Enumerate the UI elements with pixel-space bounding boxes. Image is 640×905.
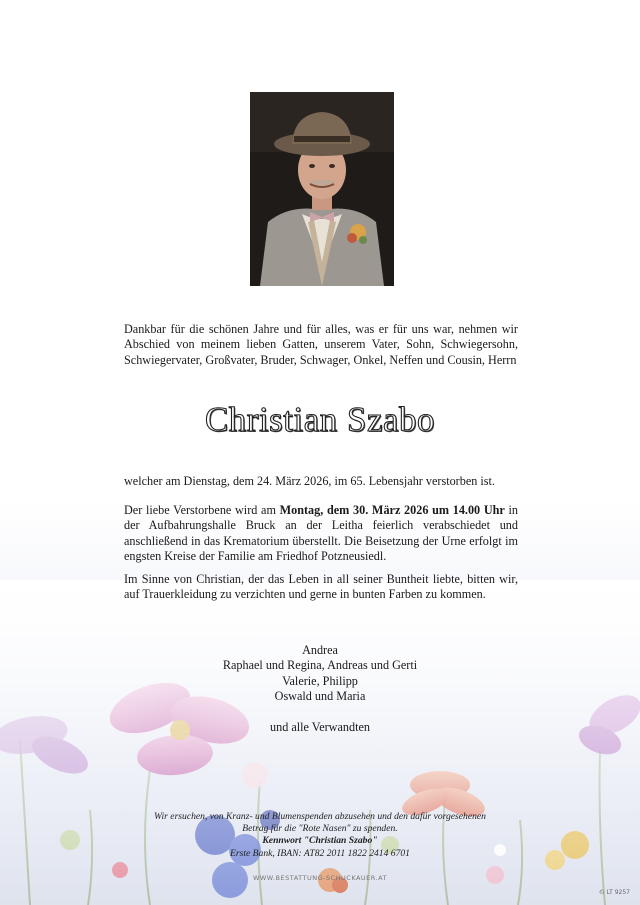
donation-keyword: Kennwort "Christian Szabo" (262, 835, 378, 847)
donation-line-1: Wir ersuchen, von Kranz- und Blumenspenden abzusehen und den dafür vorgesehenen (154, 811, 486, 822)
family-line: Oswald und Maria (274, 688, 366, 703)
funeral-home-website[interactable]: WWW.BESTATTUNG-SCHUCKAUER.AT (252, 874, 388, 882)
ceremony-date: Montag, dem 30. März 2026 um 14.00 Uhr (279, 503, 505, 517)
donation-request (0, 811, 640, 860)
family-line: Valerie, Philipp (282, 673, 358, 688)
deceased-name: Christian Szabo (204, 400, 436, 439)
ceremony-paragraph (124, 503, 518, 564)
ceremony-text-after: in der Aufbahrungshalle Bruck an der Leitha feierlich verabschiedet und anschließend in das Krematorium überstellt. Die Beisetzung der Urne erfolgt im engsten Kreise der Familie am Friedhof Potzneusiedl. (124, 503, 519, 563)
donation-line-2: Betrag für die "Rote Nasen" zu spenden. (242, 823, 398, 835)
document-code: © LT 9257 (598, 889, 630, 896)
donation-bank: Erste Bank, IBAN: AT82 2011 1822 2414 6701 (230, 847, 410, 859)
ceremony-text-before: Der liebe Verstorbene wird am (124, 503, 280, 517)
death-notice: welcher am Dienstag, dem 24. März 2026, im 65. Lebensjahr verstorben ist. (124, 474, 495, 488)
intro-paragraph: Dankbar für die schönen Jahre und für alles, was er für uns war, nehmen wir Abschied von meinem lieben Gatten, unserem Vater, Sohn, Schwiegersohn, Schwiegervater, Großvater, Bruder, Schwager, Onkel, Neffen und Cousin, Herrn (124, 322, 518, 367)
family-list (0, 643, 640, 704)
family-line: Raphael und Regina, Andreas und Gerti (222, 658, 418, 673)
family-line: Andrea (302, 643, 338, 657)
relatives-line: und alle Verwandten (270, 720, 370, 734)
wish-paragraph: Im Sinne von Christian, der das Leben in all seiner Buntheit liebte, bitten wir, auf Trauerkleidung zu verzichten und gerne in bunten Farben zu kommen. (124, 572, 518, 602)
portrait-illustration (250, 92, 394, 286)
portrait-photo (250, 92, 394, 286)
